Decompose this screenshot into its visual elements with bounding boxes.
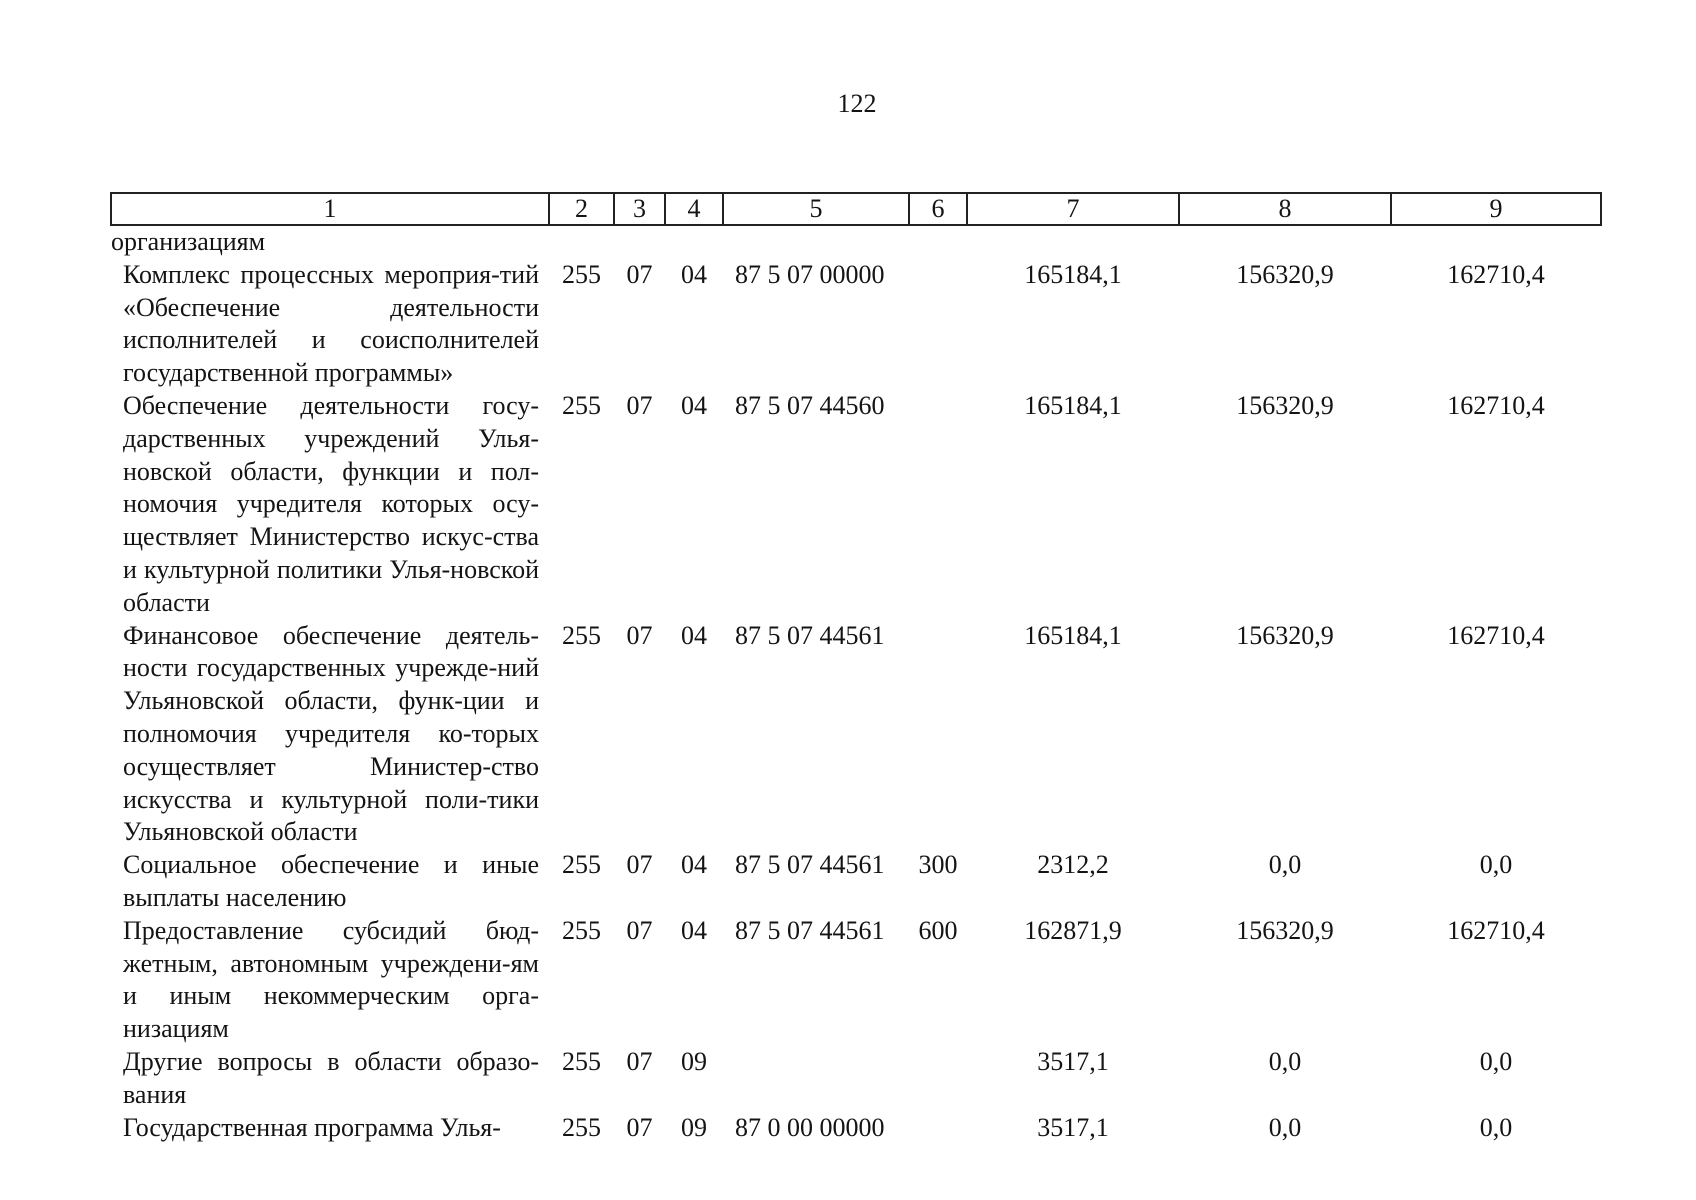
- header-col-7: 7: [967, 193, 1179, 225]
- row-section: 07: [626, 850, 653, 880]
- table-row: [111, 1112, 1601, 1145]
- row-name: Социальное обеспечение и иные выплаты населению: [123, 850, 539, 912]
- row-target-code: 87 5 07 44561: [735, 915, 885, 945]
- row-section: 07: [626, 390, 653, 420]
- page-number: 122: [837, 89, 877, 118]
- row-expense-type: [909, 1112, 967, 1145]
- row-subsection: 09: [681, 1046, 707, 1076]
- row-amount-year-3: 162710,4: [1447, 620, 1545, 650]
- table-row: [111, 1046, 1601, 1112]
- row-amount-year-3: [1391, 225, 1601, 259]
- row-target-code: [723, 225, 909, 259]
- row-amount-year-3: 162710,4: [1447, 259, 1545, 289]
- table-row: [111, 620, 1601, 850]
- row-amount-year-1: 3517,1: [1037, 1046, 1109, 1076]
- row-expense-type: [909, 390, 967, 620]
- budget-table: [110, 192, 1602, 1144]
- row-amount-year-3: 0,0: [1479, 1112, 1513, 1142]
- row-amount-year-2: 156320,9: [1236, 915, 1334, 945]
- row-amount-year-1: 165184,1: [1024, 390, 1122, 420]
- row-amount-year-1: 162871,9: [1024, 915, 1122, 945]
- row-amount-year-2: 156320,9: [1236, 390, 1334, 420]
- row-subsection: 04: [681, 850, 707, 880]
- table-body: [111, 225, 1601, 1144]
- row-name: Предоставление субсидий бюд-жетным, автономным учреждени-ям и иным некоммерческим орга-низациям: [123, 915, 539, 1044]
- row-target-code: [723, 1046, 909, 1112]
- row-admin-code: 255: [562, 915, 601, 945]
- header-col-5: 5: [723, 193, 909, 225]
- row-target-code: 87 5 07 44561: [735, 850, 885, 880]
- row-name: Финансовое обеспечение деятель-ности государственных учрежде-ний Ульяновской области, функ-ции и полномочия учредителя ко-торых осуществляет Министер-ство искусства и культурной поли-тики Ульяновской области: [123, 620, 539, 847]
- row-admin-code: 255: [562, 620, 601, 650]
- row-section: 07: [626, 259, 653, 289]
- table-row: [111, 915, 1601, 1046]
- row-expense-type: 300: [918, 850, 958, 880]
- row-amount-year-2: 0,0: [1268, 1046, 1302, 1076]
- row-expense-type: [909, 259, 967, 390]
- row-name: Обеспечение деятельности госу-дарственных учреждений Улья-новской области, функции и пол-номочия учредителя которых осу-ществляет Министерство искус-ства и культурной политики Улья-новской области: [123, 390, 539, 617]
- row-subsection: 04: [681, 620, 707, 650]
- row-subsection: 09: [681, 1112, 707, 1142]
- row-expense-type: [909, 620, 967, 850]
- row-name: Другие вопросы в области образо-вания: [123, 1046, 539, 1109]
- header-col-2: 2: [549, 193, 614, 225]
- row-section: 07: [626, 1046, 653, 1076]
- row-section: 07: [626, 915, 653, 945]
- row-admin-code: 255: [562, 1112, 601, 1142]
- row-amount-year-3: 0,0: [1479, 1046, 1513, 1076]
- header-row: [111, 193, 1601, 225]
- header-col-9: 9: [1391, 193, 1601, 225]
- row-amount-year-2: 0,0: [1268, 1112, 1302, 1142]
- header-col-6: 6: [909, 193, 967, 225]
- row-subsection: 04: [681, 390, 707, 420]
- header-col-1: 1: [111, 193, 549, 225]
- row-expense-type: 600: [918, 915, 958, 945]
- row-target-code: 87 5 07 00000: [735, 259, 885, 289]
- row-section: 07: [626, 1112, 653, 1142]
- row-name: организациям: [111, 227, 266, 256]
- row-amount-year-1: 3517,1: [1037, 1112, 1109, 1142]
- row-target-code: 87 5 07 44560: [735, 390, 885, 420]
- row-name: Государственная программа Улья-: [123, 1112, 501, 1142]
- row-amount-year-1: 165184,1: [1024, 620, 1122, 650]
- row-admin-code: 255: [562, 1046, 601, 1076]
- row-admin-code: 255: [562, 259, 601, 289]
- row-amount-year-2: 156320,9: [1236, 620, 1334, 650]
- header-col-3: 3: [614, 193, 665, 225]
- row-amount-year-1: [967, 225, 1179, 259]
- row-expense-type: [909, 1046, 967, 1112]
- row-amount-year-2: [1179, 225, 1391, 259]
- row-amount-year-3: 162710,4: [1447, 915, 1545, 945]
- row-amount-year-3: 0,0: [1479, 850, 1513, 880]
- table-row: [111, 225, 1601, 259]
- table-row: [111, 259, 1601, 390]
- row-admin-code: 255: [562, 390, 601, 420]
- row-subsection: 04: [681, 259, 707, 289]
- row-expense-type: [909, 225, 967, 259]
- row-admin-code: 255: [562, 850, 601, 880]
- row-amount-year-3: 162710,4: [1447, 390, 1545, 420]
- row-admin-code: [549, 225, 614, 259]
- table-row: [111, 390, 1601, 620]
- row-target-code: 87 5 07 44561: [735, 620, 885, 650]
- row-section: [614, 225, 665, 259]
- row-subsection: [665, 225, 723, 259]
- table-header: [111, 193, 1601, 225]
- row-name: Комплекс процессных мероприя-тий «Обеспечение деятельности исполнителей и соисполнителей государственной программы»: [123, 259, 539, 388]
- header-col-4: 4: [665, 193, 723, 225]
- row-amount-year-1: 165184,1: [1024, 259, 1122, 289]
- row-amount-year-1: 2312,2: [1037, 850, 1109, 880]
- row-amount-year-2: 0,0: [1268, 850, 1302, 880]
- header-col-8: 8: [1179, 193, 1391, 225]
- row-amount-year-2: 156320,9: [1236, 259, 1334, 289]
- row-target-code: 87 0 00 00000: [735, 1112, 885, 1142]
- table-row: [111, 849, 1601, 915]
- row-section: 07: [626, 620, 653, 650]
- row-subsection: 04: [681, 915, 707, 945]
